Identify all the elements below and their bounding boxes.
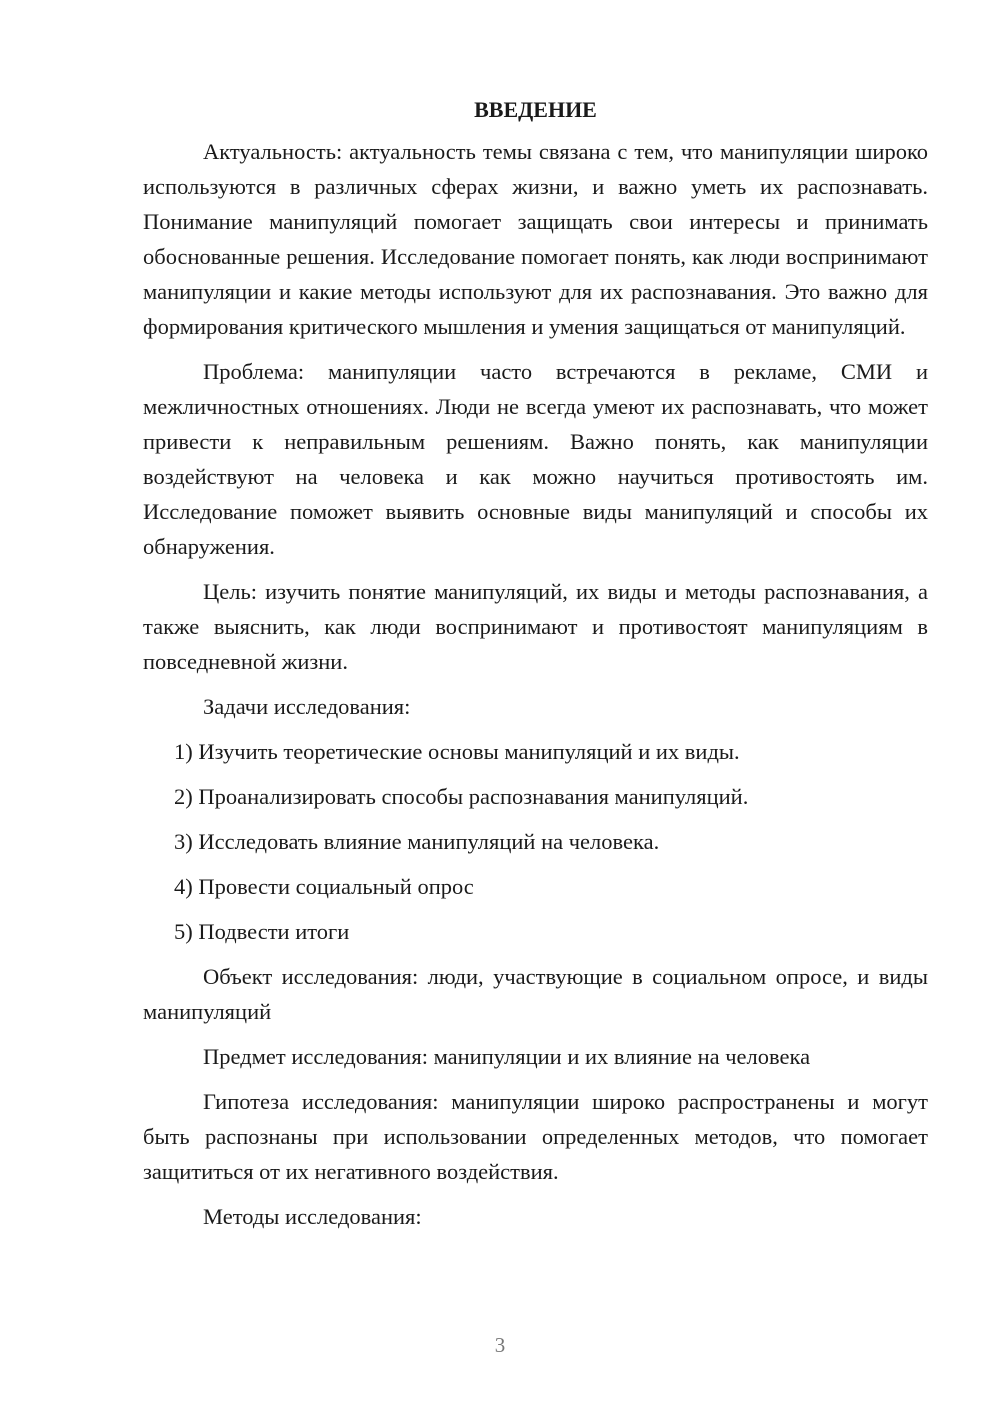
problem-paragraph: Проблема: манипуляции часто встречаются в рекламе, СМИ и межличностных отношениях. Люди не всегда умеют их распознавать, что может привести к неправильным решениям. Важно понять, как манипуляции воздействуют на человека и как можно научиться противостоять им. Исследование поможет выявить основные виды манипуляций и способы их обнаружения. [143,359,928,559]
hypothesis-paragraph: Гипотеза исследования: манипуляции широко распространены и могут быть распознаны при использовании определенных методов, что помогает защититься от их негативного воздействия. [143,1089,928,1184]
task-item-3: 3) Исследовать влияние манипуляций на человека. [174,829,660,854]
methods-heading: Методы исследования: [203,1204,422,1229]
section-title: ВВЕДЕНИЕ [474,97,597,122]
page-content [143,93,928,1234]
task-item-1: 1) Изучить теоретические основы манипуляций и их виды. [174,739,740,764]
object-paragraph: Объект исследования: люди, участвующие в социальном опросе, и виды манипуляций [143,964,928,1024]
task-item-5: 5) Подвести итоги [174,919,350,944]
task-item-2: 2) Проанализировать способы распознавания манипуляций. [174,784,749,809]
relevance-paragraph: Актуальность: актуальность темы связана с тем, что манипуляции широко используются в различных сферах жизни, и важно уметь их распознавать. Понимание манипуляций помогает защищать свои интересы и принимать обоснованные решения. Исследование помогает понять, как люди воспринимают манипуляции и какие методы используют для их распознавания. Это важно для формирования критического мышления и умения защищаться от манипуляций. [143,139,928,339]
task-item-4: 4) Провести социальный опрос [174,874,474,899]
page-number: 3 [494,1333,506,1357]
tasks-heading: Задачи исследования: [203,694,411,719]
goal-paragraph: Цель: изучить понятие манипуляций, их виды и методы распознавания, а также выяснить, как люди воспринимают и противостоят манипуляциям в повседневной жизни. [143,579,928,674]
subject-paragraph: Предмет исследования: манипуляции и их влияние на человека [203,1044,811,1069]
